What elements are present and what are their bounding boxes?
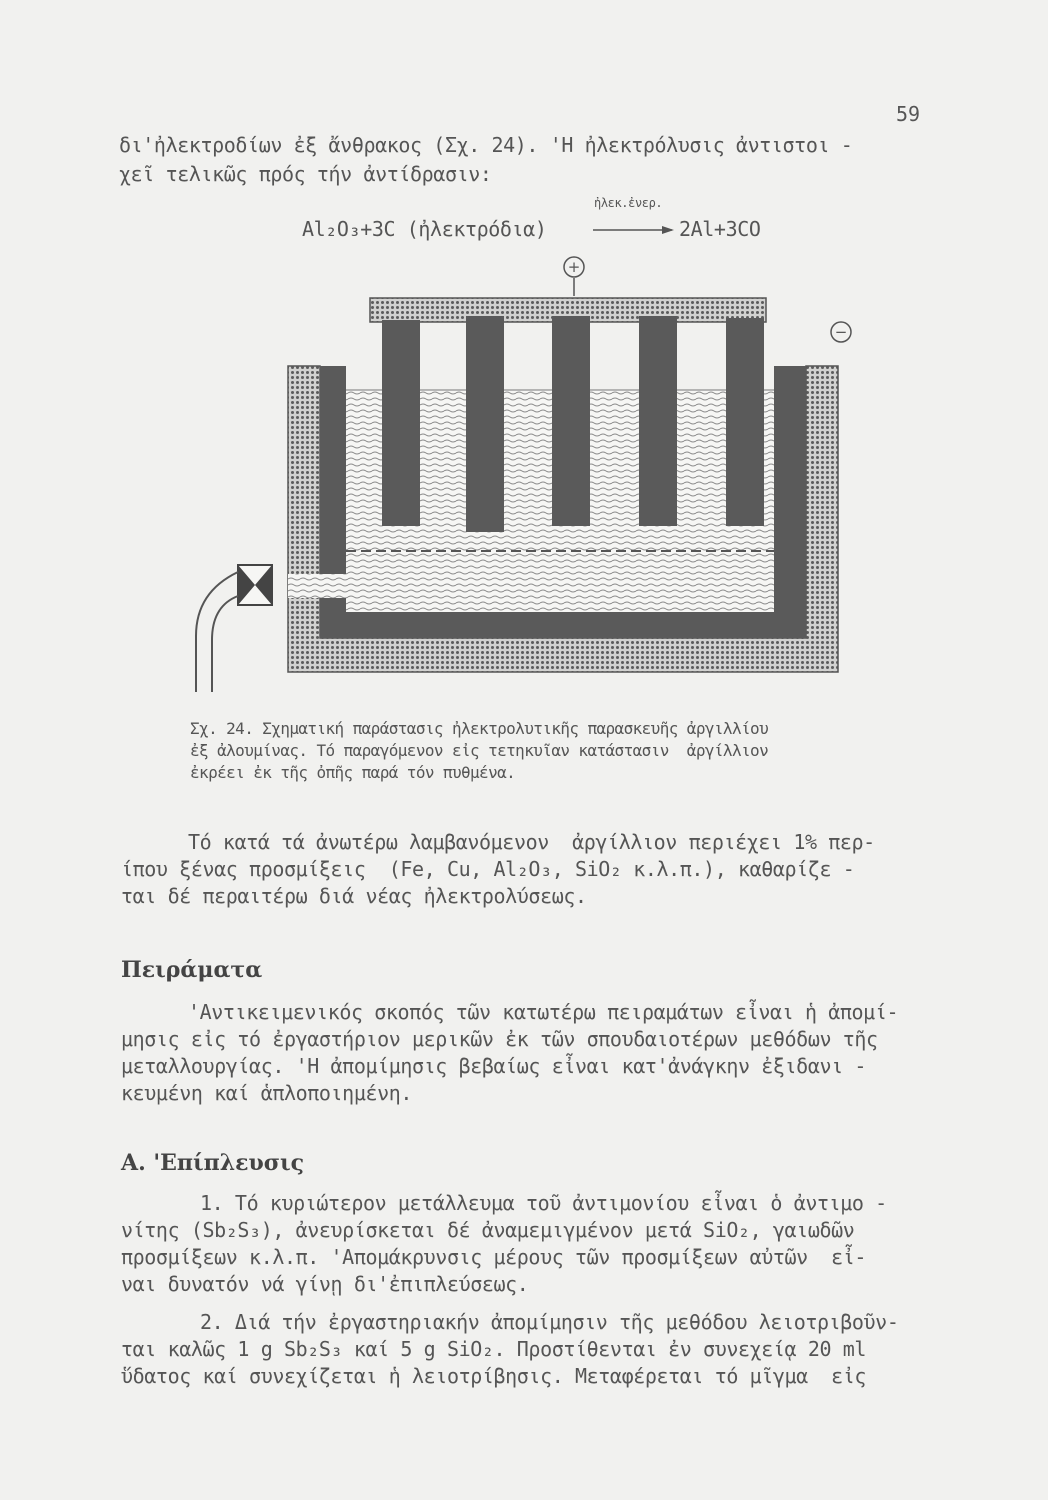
positive-terminal-icon xyxy=(564,257,584,296)
molten-aluminium-layer xyxy=(346,550,774,612)
paragraph2-line-4: κευμένη καί ἁπλοποιημένη. xyxy=(121,1081,413,1105)
section-heading: Πειράματα xyxy=(121,957,263,983)
reaction-arrow-icon xyxy=(593,226,674,234)
paragraph1-line-2: ίπου ξένας προσμίξεις (Fe, Cu, Al₂O₃, SiO₂ κ.λ.π.), καθαρίζε - xyxy=(121,857,855,881)
equation-arrow-label: ἠλεκ.ἐνερ. xyxy=(594,196,663,210)
intro-line-2: χεῖ τελικῶς πρός τήν ἀντίδρασιν: xyxy=(119,162,492,186)
carbon-anode xyxy=(639,316,677,526)
carbon-anode xyxy=(726,318,764,526)
equation-left: Al₂O₃+3C (ἠλεκτρόδια) xyxy=(302,217,547,241)
drain-pipe xyxy=(196,572,238,692)
paragraph1-line-1: Τό κατά τά ἀνωτέρω λαμβανόμενον ἀργίλλιον περιέχει 1% περ- xyxy=(188,830,875,854)
equation-right: 2Al+3CO xyxy=(679,217,761,241)
outlet-channel xyxy=(288,574,346,598)
item2-line-3: ὕδατος καί συνεχίζεται ἡ λειοτρίβησις. Μεταφέρεται τό μῖγμα εἰς xyxy=(121,1364,867,1388)
carbon-anode xyxy=(382,320,420,526)
item1-line-1: 1. Τό κυριώτερον μετάλλευμα τοῦ ἀντιμονίου εἶναι ὁ ἀντιμο - xyxy=(200,1191,887,1215)
caption-line-1: Σχ. 24. Σχηματική παράστασις ἠλεκτρολυτικῆς παρασκευῆς ἀργιλλίου xyxy=(190,719,769,738)
item2-line-1: 2. Διά τήν ἐργαστηριακήν ἀπομίμησιν τῆς μεθόδου λειοτριβοῦν- xyxy=(200,1310,899,1334)
item1-line-4: ναι δυνατόν νά γίνῃ δι'ἐπιπλεύσεως. xyxy=(121,1272,529,1296)
paragraph1-line-3: ται δέ περαιτέρω διά νέας ἠλεκτρολύσεως. xyxy=(121,884,587,908)
paragraph2-line-1: 'Αντικειμενικός σκοπός τῶν κατωτέρω πειραμάτων εἶναι ἡ ἀπομί- xyxy=(188,1000,899,1024)
caption-line-3: ἐκρέει ἐκ τῆς ὀπῆς παρά τόν πυθμένα. xyxy=(190,763,516,782)
paragraph2-line-2: μησις εἰς τό ἐργαστήριον μερικῶν ἐκ τῶν σπουδαιοτέρων μεθόδων τῆς xyxy=(121,1027,878,1051)
negative-terminal-icon xyxy=(831,322,851,342)
subsection-heading: Α. 'Επίπλευσις xyxy=(121,1150,305,1176)
carbon-anode xyxy=(552,316,590,526)
minus-sign: − xyxy=(834,323,848,341)
paragraph2-line-3: μεταλλουργίας. 'Η ἀπομίμησις βεβαίως εἶναι κατ'ἀνάγκην ἐξιδανι - xyxy=(121,1054,867,1078)
item1-line-2: νίτης (Sb₂S₃), ἀνευρίσκεται δέ ἀναμεμιγμένον μετά SiO₂, γαιωδῶν xyxy=(121,1218,855,1242)
page-number: 59 xyxy=(896,102,921,126)
plus-sign: + xyxy=(567,258,581,276)
intro-line-1: δι'ἠλεκτροδίων ἐξ ἄνθρακος (Σχ. 24). 'Η ἠλεκτρόλυσις ἀντιστοι - xyxy=(119,133,853,157)
item1-line-3: προσμίξεων κ.λ.π. 'Απομάκρυνσις μέρους τῶν προσμίξεων αὐτῶν εἶ- xyxy=(121,1245,867,1269)
caption-line-2: ἐξ ἀλουμίνας. Τό παραγόμενον εἰς τετηκυῖαν κατάστασιν ἀργίλλιον xyxy=(190,741,769,760)
item2-line-2: ται καλῶς 1 g Sb₂S₃ καί 5 g SiO₂. Προστίθενται ἐν συνεχείᾳ 20 ml xyxy=(121,1337,867,1361)
carbon-anode xyxy=(466,316,504,532)
outlet-valve-icon xyxy=(238,565,272,605)
